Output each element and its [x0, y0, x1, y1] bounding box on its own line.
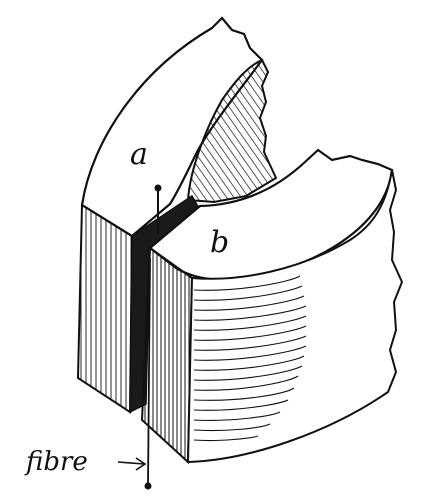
label-fibre: fibre: [26, 447, 88, 477]
a-pointer-dot: [155, 185, 162, 192]
label-b: b: [210, 225, 230, 260]
fibre-pointer-dot: [145, 483, 152, 490]
fibre-arrow: [118, 458, 145, 470]
label-a: a: [130, 137, 148, 172]
left-piece-front-face: [78, 205, 132, 412]
